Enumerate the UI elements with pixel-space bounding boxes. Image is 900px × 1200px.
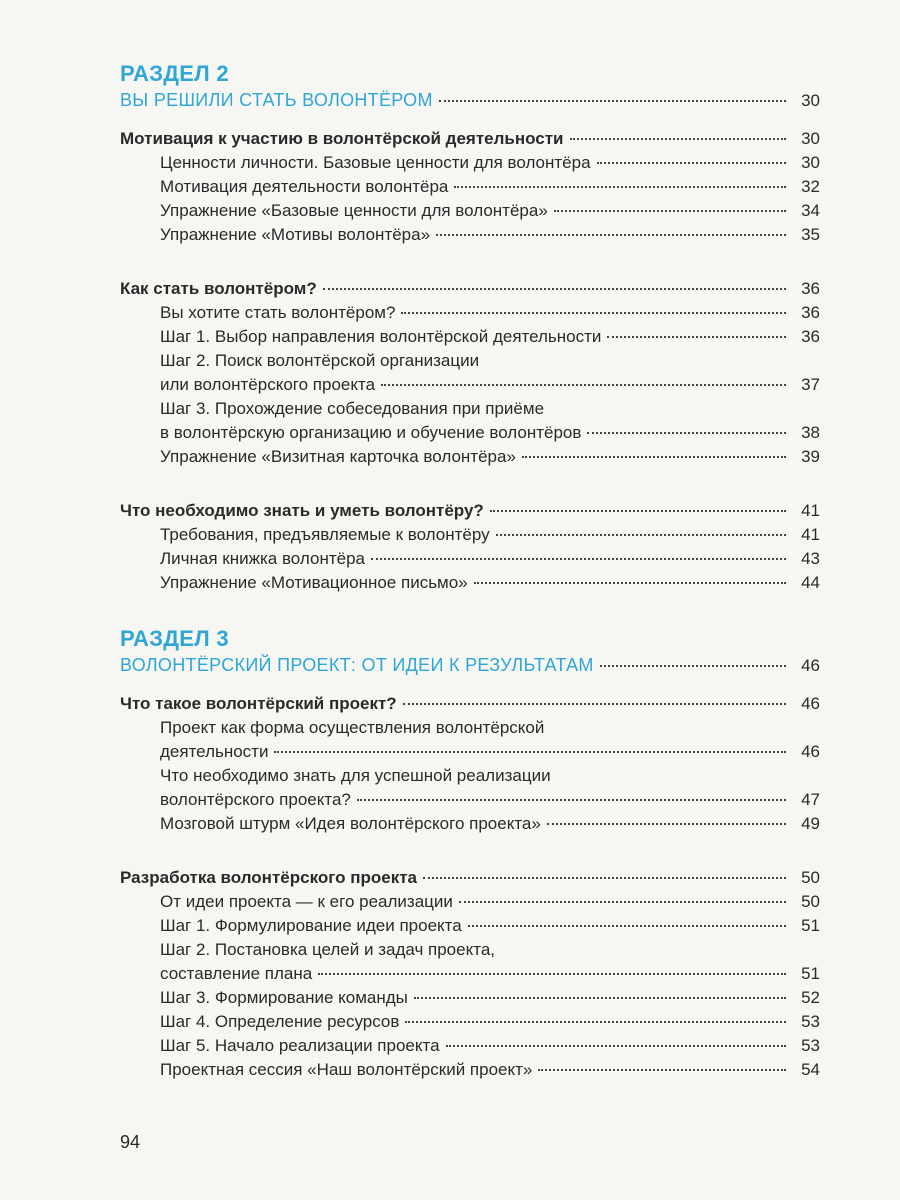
toc-heading-row[interactable] [120, 277, 820, 301]
toc-heading-row[interactable] [120, 866, 820, 890]
dot-leader [490, 500, 786, 512]
toc-heading-row[interactable] [120, 692, 820, 716]
dot-leader [454, 176, 786, 188]
page-ref: 35 [801, 225, 820, 244]
toc-entry[interactable] [120, 547, 820, 571]
toc-entry-text: составление плана [160, 964, 313, 983]
toc-entry[interactable] [120, 445, 820, 469]
toc-entry-text: От идеи проекта — к его реализации [160, 892, 453, 911]
page-ref: 51 [801, 964, 820, 983]
toc-entry-line1: Шаг 2. Поиск волонтёрской организации [160, 351, 480, 370]
toc-entry-text: Шаг 5. Начало реализации проекта [160, 1036, 440, 1055]
dot-leader [547, 813, 786, 825]
toc-entry-text: Требования, предъявляемые к волонтёру [160, 525, 490, 544]
toc-entry [120, 788, 820, 812]
toc-entry-text: Вы хотите стать волонтёром? [160, 303, 396, 322]
page-ref: 39 [801, 447, 820, 466]
toc-entry-text: в волонтёрскую организацию и обучение волонтёров [160, 423, 582, 442]
page-ref: 41 [801, 501, 820, 520]
toc-entry-text: Шаг 1. Выбор направления волонтёрской деятельности [160, 327, 602, 346]
dot-leader [274, 741, 786, 753]
dot-leader [600, 655, 786, 667]
dot-leader [496, 524, 786, 536]
page-ref: 38 [801, 423, 820, 442]
dot-leader [474, 572, 786, 584]
toc-entry-text: Упражнение «Мотивы волонтёра» [160, 225, 431, 244]
toc-entry[interactable] [120, 523, 820, 547]
toc-entry-line1: Что необходимо знать для успешной реализации [160, 766, 551, 785]
page-ref: 37 [801, 375, 820, 394]
toc-entry [120, 962, 820, 986]
dot-leader [414, 987, 786, 999]
dot-leader [468, 915, 786, 927]
page-ref: 30 [801, 91, 820, 110]
toc-entry-text: или волонтёрского проекта [160, 375, 376, 394]
toc-entry [120, 421, 820, 445]
toc-entry-text: Ценности личности. Базовые ценности для волонтёра [160, 153, 591, 172]
page-ref: 49 [801, 814, 820, 833]
toc-heading: Что такое волонтёрский проект? [120, 694, 397, 713]
dot-leader [597, 152, 786, 164]
toc-entry[interactable] [120, 986, 820, 1010]
dot-leader [538, 1059, 786, 1071]
toc-heading-row[interactable] [120, 499, 820, 523]
toc-entry-text: Шаг 4. Определение ресурсов [160, 1012, 400, 1031]
toc-group [120, 277, 820, 469]
page-ref: 53 [801, 1036, 820, 1055]
dot-leader [459, 891, 786, 903]
dot-leader [446, 1035, 786, 1047]
toc-entry[interactable] [120, 1058, 820, 1082]
toc-group [120, 499, 820, 595]
toc-group [120, 692, 820, 836]
section-label: РАЗДЕЛ 3 [120, 626, 229, 651]
toc-entry[interactable] [120, 914, 820, 938]
page-ref: 41 [801, 525, 820, 544]
toc-heading: Мотивация к участию в волонтёрской деятельности [120, 129, 564, 148]
toc-entry-text: Упражнение «Визитная карточка волонтёра» [160, 447, 516, 466]
toc-entry[interactable] [120, 812, 820, 836]
toc-entry[interactable] [120, 571, 820, 595]
toc-entry[interactable] [120, 1034, 820, 1058]
toc-entry [120, 373, 820, 397]
page-ref: 46 [801, 694, 820, 713]
toc-entry-text: Шаг 1. Формулирование идеи проекта [160, 916, 462, 935]
toc-entry [120, 740, 820, 764]
page-ref: 51 [801, 916, 820, 935]
dot-leader [439, 90, 786, 102]
dot-leader [405, 1011, 786, 1023]
toc-entry-multiline[interactable] [120, 397, 820, 445]
toc-entry-text: деятельности [160, 742, 269, 761]
toc-entry[interactable] [120, 151, 820, 175]
toc-heading: Как стать волонтёром? [120, 279, 317, 298]
toc-entry-line1: Проект как форма осуществления волонтёрской [160, 718, 545, 737]
toc-entry-text: Личная книжка волонтёра [160, 549, 365, 568]
toc-entry-text: Упражнение «Мотивационное письмо» [160, 573, 468, 592]
page-number: 94 [120, 1132, 141, 1152]
page-ref: 34 [801, 201, 820, 220]
dot-leader [403, 693, 786, 705]
toc-heading: Что необходимо знать и уметь волонтёру? [120, 501, 484, 520]
dot-leader [423, 867, 786, 879]
toc-entry[interactable] [120, 325, 820, 349]
page-ref: 32 [801, 177, 820, 196]
page-ref: 54 [801, 1060, 820, 1079]
toc-entry-multiline[interactable] [120, 764, 820, 812]
section-title-row[interactable] [120, 653, 820, 678]
toc-entry[interactable] [120, 199, 820, 223]
page-ref: 36 [801, 303, 820, 322]
toc-entry-text: Мотивация деятельности волонтёра [160, 177, 449, 196]
page-ref: 44 [801, 573, 820, 592]
dot-leader [318, 963, 786, 975]
page-ref: 46 [801, 656, 820, 675]
section-label: РАЗДЕЛ 2 [120, 61, 229, 86]
dot-leader [522, 446, 786, 458]
section-title: ВОЛОНТЁРСКИЙ ПРОЕКТ: ОТ ИДЕИ К РЕЗУЛЬТАТАМ [120, 655, 594, 675]
section-title-row[interactable] [120, 88, 820, 113]
toc-entry-multiline[interactable] [120, 938, 820, 986]
dot-leader [436, 224, 786, 236]
dot-leader [570, 128, 786, 140]
page-ref: 50 [801, 892, 820, 911]
dot-leader [554, 200, 786, 212]
toc-entry-line1: Шаг 2. Постановка целей и задач проекта, [160, 940, 495, 959]
section-title: ВЫ РЕШИЛИ СТАТЬ ВОЛОНТЁРОМ [120, 90, 433, 110]
toc-group [120, 866, 820, 1082]
page-ref: 43 [801, 549, 820, 568]
dot-leader [587, 422, 786, 434]
toc-entry[interactable] [120, 890, 820, 914]
dot-leader [323, 278, 786, 290]
toc-heading-row[interactable] [120, 127, 820, 151]
table-of-contents [120, 60, 820, 1112]
page-ref: 36 [801, 327, 820, 346]
toc-group [120, 127, 820, 247]
page-ref: 36 [801, 279, 820, 298]
toc-entry-text: Шаг 3. Формирование команды [160, 988, 408, 1007]
toc-entry[interactable] [120, 223, 820, 247]
section-3 [120, 625, 820, 1082]
dot-leader [401, 302, 786, 314]
dot-leader [381, 374, 786, 386]
page-ref: 46 [801, 742, 820, 761]
page-ref: 53 [801, 1012, 820, 1031]
toc-entry-line1: Шаг 3. Прохождение собеседования при приёме [160, 399, 545, 418]
page-ref: 52 [801, 988, 820, 1007]
toc-entry[interactable] [120, 301, 820, 325]
page-ref: 50 [801, 868, 820, 887]
toc-heading: Разработка волонтёрского проекта [120, 868, 417, 887]
toc-entry-multiline[interactable] [120, 716, 820, 764]
toc-entry-text: Мозговой штурм «Идея волонтёрского проекта» [160, 814, 541, 833]
toc-entry-text: Упражнение «Базовые ценности для волонтёра» [160, 201, 548, 220]
page-ref: 47 [801, 790, 820, 809]
page-ref: 30 [801, 153, 820, 172]
toc-entry[interactable] [120, 1010, 820, 1034]
dot-leader [371, 548, 786, 560]
toc-entry-text: волонтёрского проекта? [160, 790, 351, 809]
toc-entry-multiline[interactable] [120, 349, 820, 397]
page-ref: 30 [801, 129, 820, 148]
dot-leader [607, 326, 786, 338]
dot-leader [357, 789, 786, 801]
toc-entry[interactable] [120, 175, 820, 199]
section-2 [120, 60, 820, 595]
toc-entry-text: Проектная сессия «Наш волонтёрский проект» [160, 1060, 533, 1079]
